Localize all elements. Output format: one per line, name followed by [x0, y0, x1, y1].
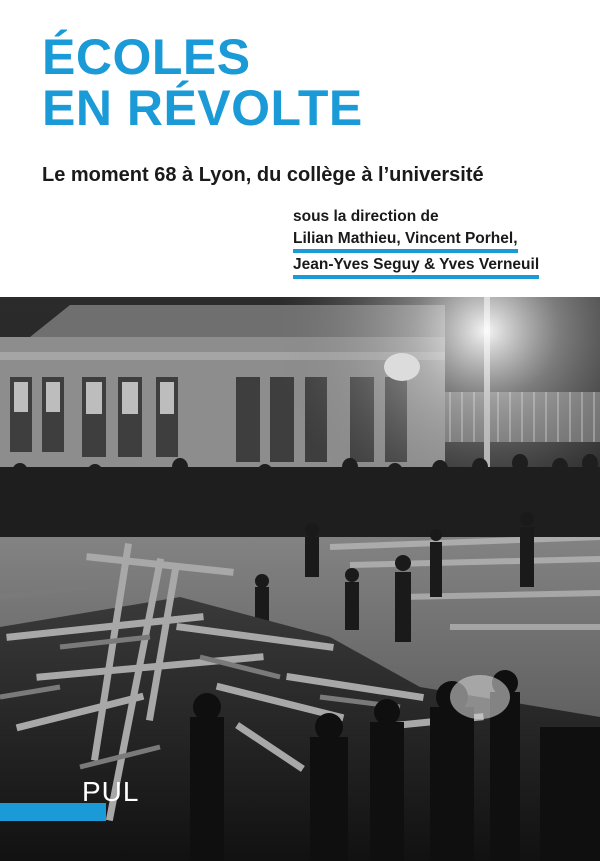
title-line-1: ÉCOLES	[42, 29, 251, 85]
publisher-name: PUL	[82, 776, 140, 807]
publisher-logo	[0, 776, 140, 821]
book-title	[42, 29, 363, 136]
editors-line-2: Jean-Yves Seguy & Yves Verneuil	[293, 256, 539, 279]
editors-line-1: Lilian Mathieu, Vincent Porhel,	[293, 230, 518, 253]
direction-label: sous la direction de	[293, 208, 439, 225]
book-subtitle: Le moment 68 à Lyon, du collège à l’université	[42, 164, 484, 186]
title-line-2: EN RÉVOLTE	[42, 80, 363, 136]
credits-block	[293, 206, 539, 280]
